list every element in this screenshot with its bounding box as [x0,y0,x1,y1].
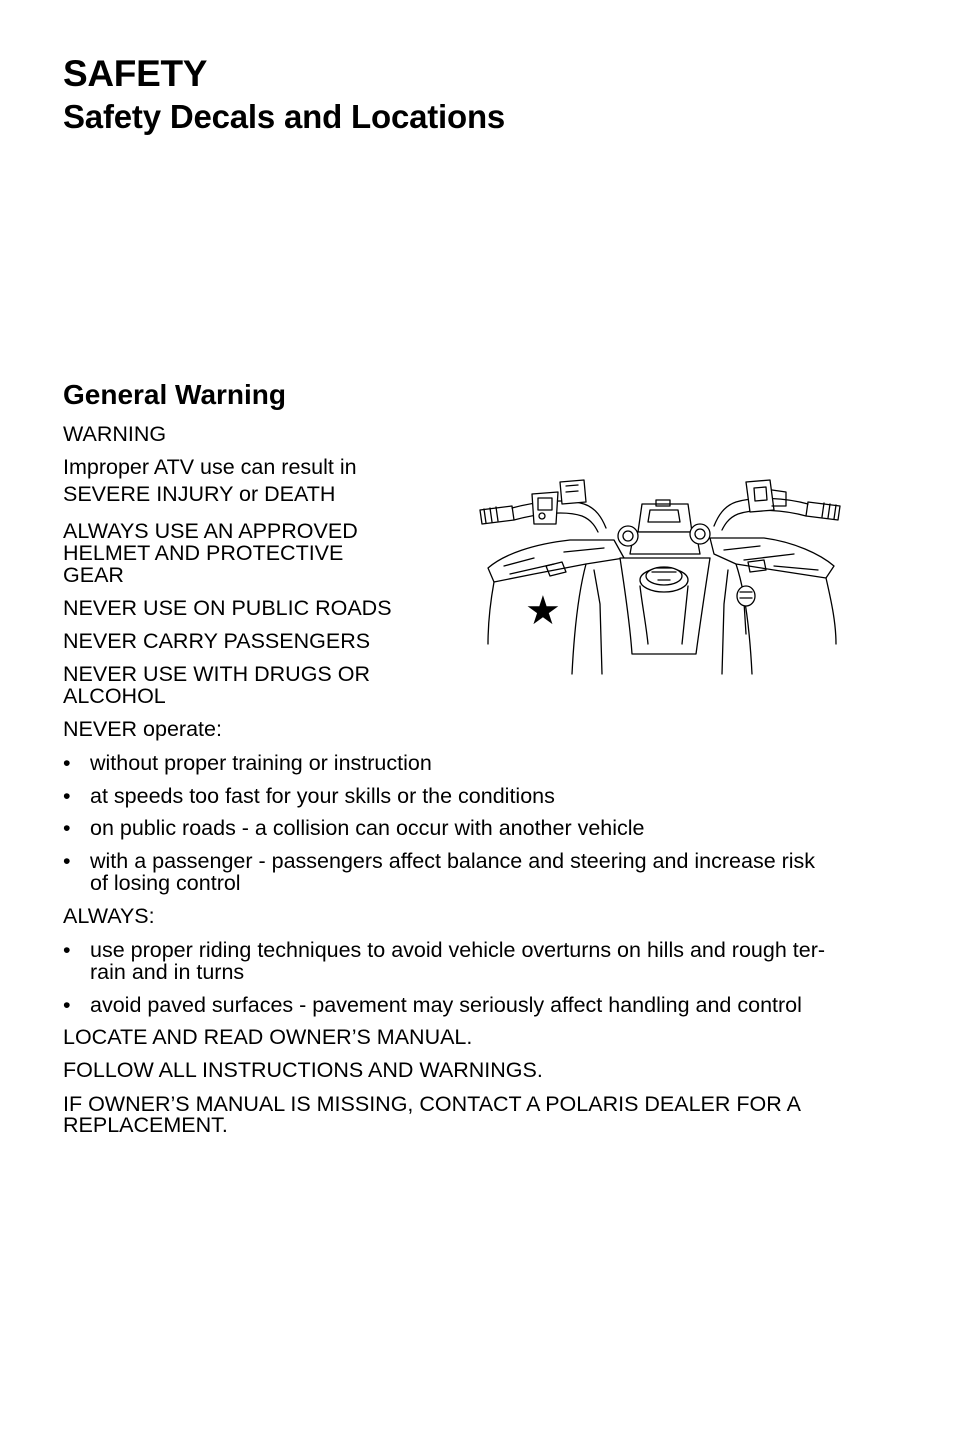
atv-handlebar-illustration [474,474,846,688]
helmet-line-1: ALWAYS USE AN APPROVED [63,519,358,543]
bullet-dot: • [63,784,71,808]
bullet-dot: • [63,938,71,962]
never-item-text: without proper training or instruction [90,751,432,775]
never-item-text: at speeds too fast for your skills or the conditions [90,784,555,808]
improper-use-line-1: Improper ATV use can result in [63,455,357,479]
always-item-text: avoid paved surfaces - pavement may seriously affect handling and control [90,993,802,1017]
helmet-line-2: HELMET AND PROTECTIVE [63,541,344,565]
drugs-line-1: NEVER USE WITH DRUGS OR [63,662,370,686]
general-warning-heading: General Warning [63,379,287,410]
drugs-line-2: ALCOHOL [63,684,166,708]
passengers-warning: NEVER CARRY PASSENGERS [63,629,371,653]
missing-manual-line-1: IF OWNER’S MANUAL IS MISSING, CONTACT A POLARIS DEALER FOR A [63,1092,801,1116]
helmet-line-3: GEAR [63,563,124,587]
improper-use-line-2: SEVERE INJURY or DEATH [63,482,336,506]
atv-drawing [474,474,846,688]
bullet-dot: • [63,993,71,1017]
star-marker-icon: ★ [525,588,561,634]
bullet-dot: • [63,816,71,840]
never-item-text: with a passenger - passengers affect balance and steering and increase risk [90,849,816,873]
public-roads-warning: NEVER USE ON PUBLIC ROADS [63,596,392,620]
never-item-text: on public roads - a collision can occur with another vehicle [90,816,645,840]
bullet-dot: • [63,751,71,775]
never-operate-label: NEVER operate: [63,717,222,741]
follow-instructions: FOLLOW ALL INSTRUCTIONS AND WARNINGS. [63,1058,543,1082]
bullet-dot: • [63,849,71,873]
page-subtitle: Safety Decals and Locations [63,98,506,135]
always-item-text-continued: rain and in turns [90,960,245,984]
always-label: ALWAYS: [63,904,155,928]
never-item-text-continued: of losing control [90,871,241,895]
missing-manual-line-2: REPLACEMENT. [63,1113,228,1137]
locate-manual: LOCATE AND READ OWNER’S MANUAL. [63,1025,473,1049]
warning-label: WARNING [63,422,167,446]
page-title: SAFETY [63,53,208,94]
always-item-text: use proper riding techniques to avoid vehicle overturns on hills and rough ter- [90,938,826,962]
